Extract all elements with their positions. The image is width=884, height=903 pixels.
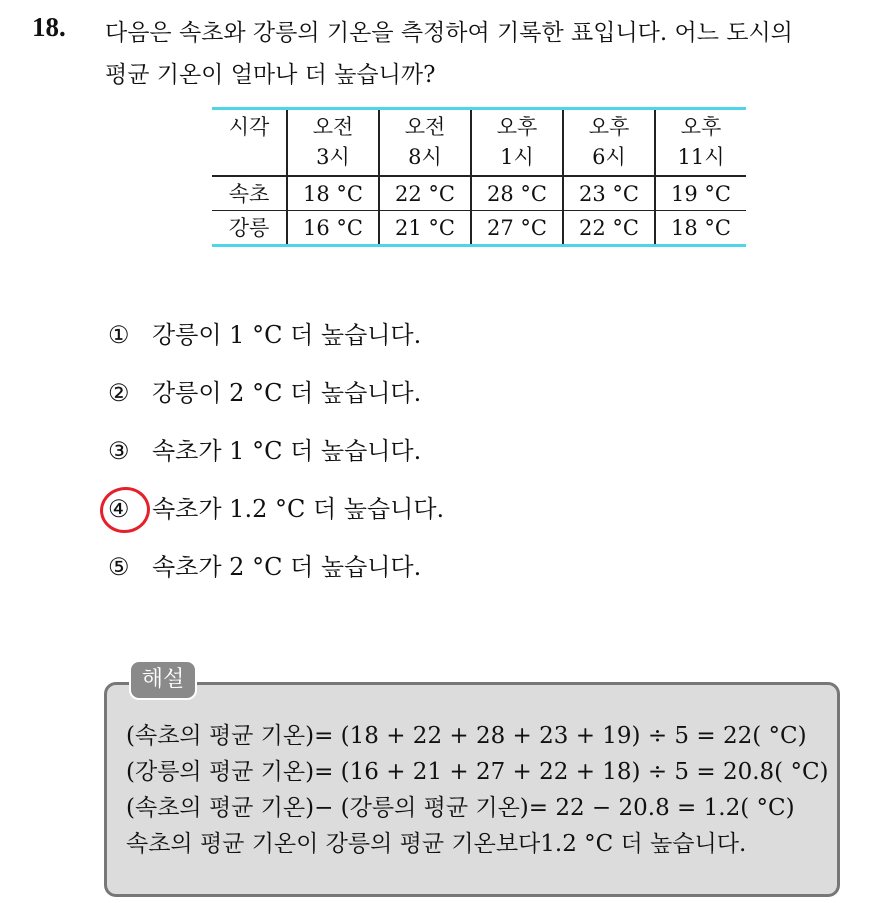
- temperature-cell: 18 °C: [655, 211, 746, 246]
- option-number: ①: [108, 321, 130, 349]
- table-row-gangneung: [212, 211, 746, 246]
- answer-option-4[interactable]: [108, 487, 444, 545]
- temperature-cell: 18 °C: [287, 176, 379, 211]
- solution-line-4: 속초의 평균 기온이 강릉의 평균 기온보다1.2 °C 더 높습니다.: [126, 831, 747, 857]
- question-line-1: 다음은 속초와 강릉의 기온을 측정하여 기록한 표입니다. 어느 도시의: [105, 20, 793, 46]
- option-number: ③: [108, 437, 130, 465]
- table-row-sokcho: [212, 176, 746, 211]
- header-hour: 6시: [592, 145, 626, 169]
- city-cell: 속초: [212, 176, 287, 211]
- question-number: 18.: [32, 12, 66, 42]
- city-cell: 강릉: [212, 211, 287, 246]
- temperature-cell: 16 °C: [287, 211, 379, 246]
- table-header-cell: [471, 109, 563, 177]
- answer-option-5[interactable]: [108, 545, 444, 603]
- temperature-cell: 19 °C: [655, 176, 746, 211]
- answer-option-2[interactable]: [108, 371, 444, 429]
- header-hour: 3시: [316, 145, 350, 169]
- table-header-cell: [379, 109, 471, 177]
- table-header-row: [212, 109, 746, 177]
- solution-line-3: (속초의 평균 기온)− (강릉의 평균 기온)= 22 − 20.8 = 1.2( °C): [126, 795, 795, 821]
- table-header-cell: [287, 109, 379, 177]
- solution-label: 해설: [129, 660, 197, 700]
- option-text: 속초가 1 °C 더 높습니다.: [152, 437, 422, 465]
- temperature-cell: 23 °C: [563, 176, 655, 211]
- header-hour: 1시: [500, 145, 534, 169]
- answer-option-1[interactable]: [108, 313, 444, 371]
- option-number: ④: [108, 495, 130, 523]
- solution-line-2: (강릉의 평균 기온)= (16 + 21 + 27 + 22 + 18) ÷ 5 = 20.8( °C): [126, 759, 829, 785]
- answer-options: [108, 313, 444, 603]
- solution-text: [126, 718, 829, 862]
- temperature-cell: 22 °C: [563, 211, 655, 246]
- header-period: 오후: [588, 115, 630, 139]
- table-header-cell: [563, 109, 655, 177]
- header-hour: 8시: [408, 145, 442, 169]
- table-corner-cell: 시각: [212, 109, 287, 177]
- header-period: 오전: [404, 115, 446, 139]
- temperature-cell: 27 °C: [471, 211, 563, 246]
- temperature-table: [212, 107, 746, 247]
- option-number: ②: [108, 379, 130, 407]
- header-hour: 11시: [677, 145, 725, 169]
- solution-line-1: (속초의 평균 기온)= (18 + 22 + 28 + 23 + 19) ÷ 5 = 22( °C): [126, 723, 807, 749]
- header-period: 오전: [312, 115, 354, 139]
- option-text: 속초가 2 °C 더 높습니다.: [152, 553, 422, 581]
- question-line-2: 평균 기온이 얼마나 더 높습니까?: [105, 62, 436, 88]
- temperature-cell: 22 °C: [379, 176, 471, 211]
- answer-option-3[interactable]: [108, 429, 444, 487]
- header-period: 오후: [496, 115, 538, 139]
- temperature-cell: 21 °C: [379, 211, 471, 246]
- option-text: 속초가 1.2 °C 더 높습니다.: [152, 495, 445, 523]
- table-header-cell: [655, 109, 746, 177]
- question-text: [105, 12, 875, 96]
- option-text: 강릉이 1 °C 더 높습니다.: [152, 321, 422, 349]
- header-period: 오후: [680, 115, 722, 139]
- option-number: ⑤: [108, 553, 130, 581]
- temperature-cell: 28 °C: [471, 176, 563, 211]
- option-text: 강릉이 2 °C 더 높습니다.: [152, 379, 422, 407]
